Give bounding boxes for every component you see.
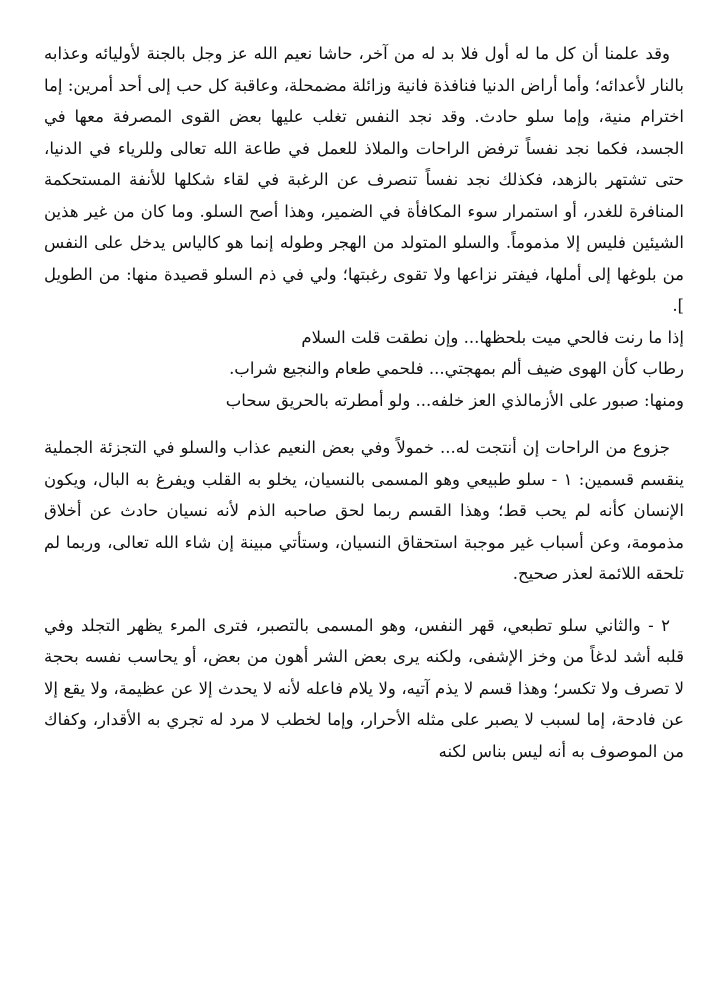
verse-line-1: إذا ما رنت فالحي ميت بلحظها... وإن نطقت قلت السلام: [301, 327, 684, 347]
document-page: [44, 38, 684, 767]
paragraph-2: جزوع من الراحات إن أنتجت له... خمولاً وفي بعض النعيم عذاب والسلو في التجزئة الجملية ينقسم قسمين: ١ - سلو طبيعي وهو المسمى بالنسيان، يخلو به القلب ويفرغ به البال، ويكون الإنسان كأنه لم يحب قط؛ وهذا القسم ربما لحق صاحبه الذم لأنه نسيان حادث عن أخلاق مذمومة، وعن أسباب غير موجبة استحقاق النسيان، وستأتي مبينة إن شاء الله تعالى، وربما لم تلحقه اللائمة لعذر صحيح.: [44, 438, 684, 583]
paragraph-3: ٢ - والثاني سلو تطبعي، قهر النفس، وهو المسمى بالتصبر، فترى المرء يظهر التجلد وفي قلبه أشد لدغاً من وخز الإشفى، ولكنه يرى بعض الشر أهون من بعض، أو يحاسب نفسه بحجة لا تصرف ولا تكسر؛ وهذا قسم لا يذم آتيه، ولا يلام فاعله لأنه لا يحدث إلا عن عظيمة، ولا يقع إلا عن فادحة، إما لسبب لا يصبر على مثله الأحرار، وإما لخطب لا مرد له تجري به الأقدار، وكفاك من الموصوف به أنه ليس بناس لكنه: [44, 615, 684, 761]
verse-line-3: ومنها: صبور على الأزمالذي العز خلفه... ولو أمطرته بالحريق سحاب: [225, 390, 684, 410]
paragraph-1: وقد علمنا أن كل ما له أول فلا بد له من آخر، حاشا نعيم الله عز وجل بالجنة لأوليائه وعذابه بالنار لأعدائه؛ وأما أراض الدنيا فنافذة فانية وزائلة مضمحلة، وعاقبة كل حب إلى أحد أمرين: إما اخترام منية، وإما سلو حادث. وقد نجد النفس تغلب عليها بعض القوى المصرفة معها في الجسد، فكما نجد نفساً ترفض الراحات والملاذ للعمل في طاعة الله تعالى وللرياء في الدنيا، حتى تشتهر بالزهد، فكذلك نجد نفساً تنصرف عن الرغبة في لقاء شكلها للأنفة المستحكمة المنافرة للغدر، أو استمرار سوء المكافأة في الضمير، وهذا أصح السلو. وما كان من غير هذين الشيئين فليس إلا مذموماً. والسلو المتولد من الهجر وطوله إنما هو كالياس يدخل على النفس من بلوغها إلى أملها، فيفتر نزاعها ولا تقوى رغبتها؛ ولي في ذم السلو قصيدة منها: من الطويل ].: [44, 44, 684, 315]
verse-line-2: رطاب كأن الهوى ضيف ألم بمهجتي... فلحمي طعام والنجيع شراب.: [229, 359, 684, 378]
